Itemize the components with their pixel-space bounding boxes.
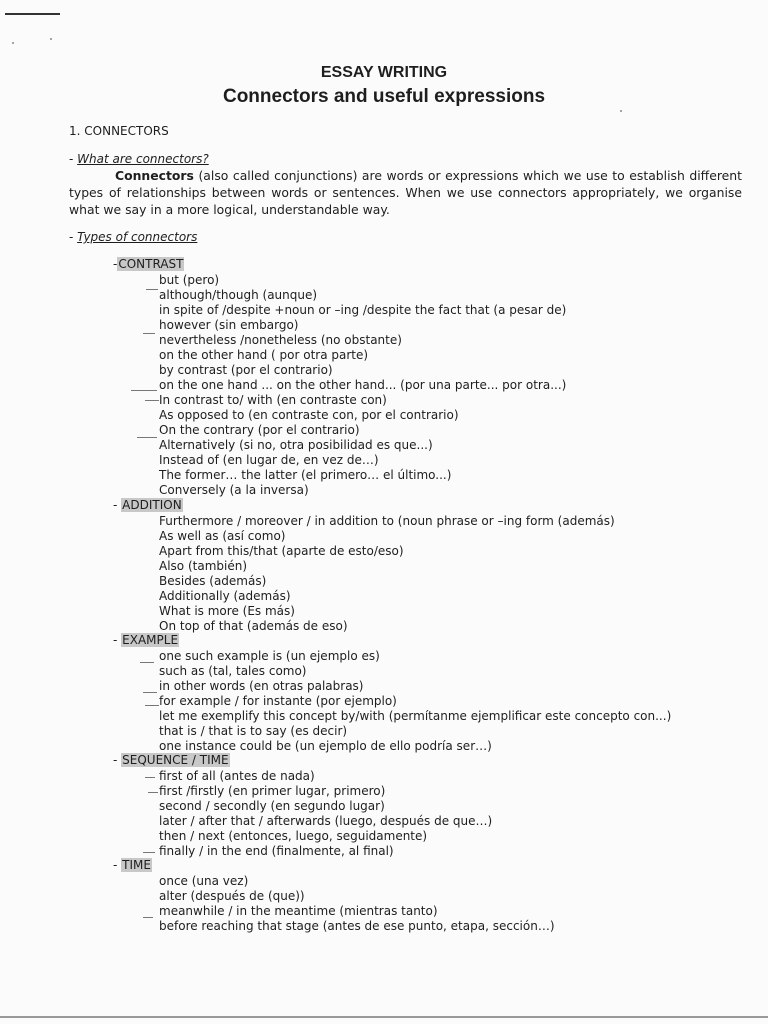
pencil-tick-mark [143,852,155,853]
connector-item: on the one hand ... on the other hand... (por una parte... por otra...) [159,378,567,392]
category-prefix: - [113,753,122,767]
category-name: EXAMPLE [122,633,179,647]
connector-item: Alternatively (si no, otra posibilidad es que...) [159,438,433,452]
connector-item: on the other hand ( por otra parte) [159,348,369,362]
pencil-tick-mark [145,705,159,706]
section-heading: 1. CONNECTORS [69,124,169,138]
connector-item: On top of that (además de eso) [159,619,348,633]
connector-item: In contrast to/ with (en contraste con) [159,393,387,407]
category-heading [113,257,184,271]
category-heading [113,498,183,512]
pencil-tick-mark [137,437,157,438]
connector-item: As well as (así como) [159,529,286,543]
intro-text: (also called conjunctions) are words or expressions which we use to establish different types of relationships between words or sentences. When we use connectors appropriately, we organise what we say in a more logical, understandable way. [69,168,742,217]
question-types-of-connectors: - Types of connectors [69,230,198,244]
connector-item: such as (tal, tales como) [159,664,307,678]
category-prefix: - [113,498,122,512]
connector-item: meanwhile / in the meantime (mientras tanto) [159,904,438,918]
connector-item: As opposed to (en contraste con, por el contrario) [159,408,459,422]
question-what-are-connectors: - What are connectors? [69,152,209,166]
connector-item: then / next (entonces, luego, seguidamente) [159,829,428,843]
connector-item: Apart from this/that (aparte de esto/eso) [159,544,404,558]
connector-item: Additionally (además) [159,589,291,603]
pencil-tick-mark [148,792,158,793]
connector-item: finally / in the end (finalmente, al final) [159,844,394,858]
connector-item: that is / that is to say (es decir) [159,724,348,738]
category-prefix: - [113,633,122,647]
connector-item: later / after that / afterwards (luego, después de que…) [159,814,493,828]
connector-item: one such example is (un ejemplo es) [159,649,380,663]
scan-speck [50,38,52,40]
connector-item: Conversely (a la inversa) [159,483,309,497]
category-name: CONTRAST [118,257,184,271]
connector-item: one instance could be (un ejemplo de ello podría ser…) [159,739,492,753]
bottom-rule [0,1016,768,1018]
question-text: Types of connectors [77,230,198,244]
connector-item: On the contrary (por el contrario) [159,423,360,437]
connector-item: first of all (antes de nada) [159,769,315,783]
category-name: SEQUENCE / TIME [122,753,229,767]
connector-item: What is more (Es más) [159,604,295,618]
pencil-tick-mark [143,692,157,693]
connector-item: although/though (aunque) [159,288,318,302]
pencil-tick-mark [140,662,154,663]
top-rule-mark [5,13,60,15]
connector-item: second / secondly (en segundo lugar) [159,799,385,813]
connector-item: for example / for instante (por ejemplo) [159,694,397,708]
connector-item: once (una vez) [159,874,249,888]
connector-item: however (sin embargo) [159,318,299,332]
pencil-tick-mark [143,333,155,334]
category-prefix: - [113,257,118,271]
intro-paragraph [69,167,742,218]
connector-item: alter (después de (que)) [159,889,305,903]
connector-item: by contrast (por el contrario) [159,363,333,377]
page-subtitle: Connectors and useful expressions [222,86,546,107]
pencil-tick-mark [145,777,155,778]
connector-item: Instead of (en lugar de, en vez de…) [159,453,379,467]
connector-item: nevertheless /nonetheless (no obstante) [159,333,402,347]
connector-item: The former… the latter (el primero… el último...) [159,468,452,482]
category-name: ADDITION [122,498,182,512]
scan-speck [12,42,14,44]
connector-item: before reaching that stage (antes de ese punto, etapa, sección…) [159,919,555,933]
pencil-tick-mark [145,400,159,401]
connector-item: first /firstly (en primer lugar, primero) [159,784,386,798]
category-name: TIME [122,858,151,872]
category-prefix: - [113,858,122,872]
connector-item: Also (también) [159,559,248,573]
pencil-tick-mark [143,917,153,918]
connector-item: but (pero) [159,273,220,287]
connector-item: in other words (en otras palabras) [159,679,364,693]
connector-item: Furthermore / moreover / in addition to (noun phrase or –ing form (además) [159,514,615,528]
category-heading [113,633,179,647]
page-title: ESSAY WRITING [320,64,448,81]
pencil-tick-mark [131,390,157,391]
scan-speck [620,110,622,112]
connector-item: let me exemplify this concept by/with (permítanme ejemplificar este concepto con...) [159,709,672,723]
intro-bold-term: Connectors [115,168,194,183]
connector-item: in spite of /despite +noun or –ing /despite the fact that (a pesar de) [159,303,567,317]
pencil-tick-mark [146,289,158,290]
category-heading [113,858,152,872]
question-text: What are connectors? [77,152,209,166]
category-heading [113,753,230,767]
connector-item: Besides (además) [159,574,267,588]
